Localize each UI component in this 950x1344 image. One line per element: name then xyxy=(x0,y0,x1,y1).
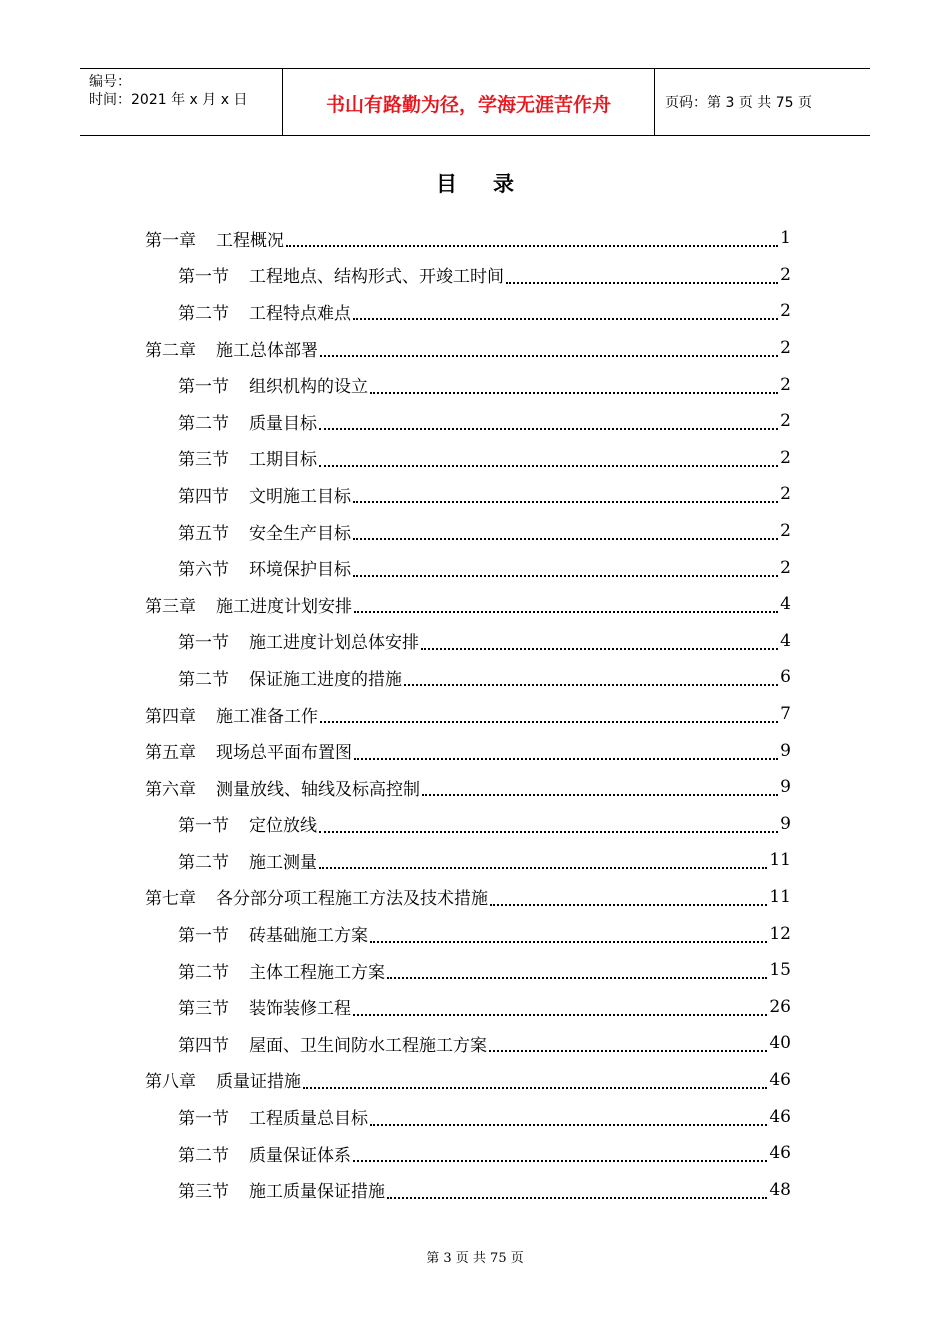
toc-entry-text: 质量保证体系 xyxy=(249,1145,351,1166)
toc-entry-text: 定位放线 xyxy=(249,816,317,837)
toc-entry-section[interactable] xyxy=(0,513,950,550)
toc-entry-section[interactable] xyxy=(0,623,950,660)
toc-entry-number: 第二节 xyxy=(178,1145,229,1166)
toc-entry-number: 第一节 xyxy=(178,1109,229,1130)
toc-entry-number: 第二节 xyxy=(178,303,229,324)
header-page-code: 页码：第 3 页 共 75 页 xyxy=(665,95,812,111)
toc-entry-label xyxy=(145,884,488,909)
toc-leader-dots xyxy=(489,1050,767,1052)
toc-entry-label xyxy=(178,482,351,507)
toc-title: 目录 xyxy=(436,172,550,196)
toc-leader-dots xyxy=(353,1014,767,1016)
toc-entry-label xyxy=(178,1177,385,1202)
toc-entry-number: 第二节 xyxy=(178,962,229,983)
toc-entry-number: 第四章 xyxy=(145,706,196,727)
toc-leader-dots xyxy=(404,684,778,686)
toc-entry-label xyxy=(145,775,420,800)
toc-entry-page: 7 xyxy=(780,704,791,725)
toc-entry-number: 第一节 xyxy=(178,267,229,288)
toc-leader-dots xyxy=(387,1197,767,1199)
toc-entry-section[interactable] xyxy=(0,659,950,696)
toc-leader-dots xyxy=(303,1087,767,1089)
toc-entry-label xyxy=(178,519,351,544)
toc-entry-number: 第二节 xyxy=(178,413,229,434)
toc-entry-label xyxy=(178,409,317,434)
toc-entry-section[interactable] xyxy=(0,806,950,843)
toc-entry-section[interactable] xyxy=(0,915,950,952)
toc-leader-dots xyxy=(353,501,778,503)
toc-leader-dots xyxy=(286,245,778,247)
toc-entry-number: 第八章 xyxy=(145,1072,196,1093)
toc-entry-page: 4 xyxy=(780,594,791,615)
toc-entry-label xyxy=(178,299,351,324)
header-motto: 书山有路勤为径，学海无涯苦作舟 xyxy=(283,69,655,135)
toc-entry-section[interactable] xyxy=(0,476,950,513)
toc-entry-number: 第七章 xyxy=(145,889,196,910)
toc-leader-dots xyxy=(319,428,778,430)
toc-entry-label xyxy=(145,336,318,361)
toc-entry-label xyxy=(145,1067,301,1092)
toc-entry-text: 工程质量总目标 xyxy=(249,1109,368,1130)
toc-entry-text: 各分部分项工程施工方法及技术措施 xyxy=(216,889,488,910)
toc-entry-number: 第五章 xyxy=(145,743,196,764)
toc-entry-number: 第一节 xyxy=(178,816,229,837)
toc-entry-section[interactable] xyxy=(0,842,950,879)
toc-entry-chapter[interactable] xyxy=(0,879,950,916)
toc-leader-dots xyxy=(353,318,778,320)
toc-entry-label xyxy=(145,226,284,251)
toc-entry-label xyxy=(145,592,352,617)
toc-leader-dots xyxy=(421,648,778,650)
toc-entry-section[interactable] xyxy=(0,1025,950,1062)
toc-entry-page: 9 xyxy=(780,777,791,798)
page-header xyxy=(80,68,870,136)
toc-entry-chapter[interactable] xyxy=(0,696,950,733)
toc-leader-dots xyxy=(370,1124,767,1126)
toc-entry-text: 组织机构的设立 xyxy=(249,377,368,398)
toc-entry-text: 现场总平面布置图 xyxy=(216,743,352,764)
toc-leader-dots xyxy=(506,282,778,284)
page-footer: 第 3 页 共 75 页 xyxy=(426,1251,524,1266)
toc-entry-text: 屋面、卫生间防水工程施工方案 xyxy=(249,1035,487,1056)
toc-entry-text: 主体工程施工方案 xyxy=(249,962,385,983)
toc-entry-page: 15 xyxy=(769,960,791,981)
toc-entry-number: 第一节 xyxy=(178,633,229,654)
toc-entry-page: 2 xyxy=(780,484,791,505)
toc-entry-number: 第三节 xyxy=(178,450,229,471)
toc-entry-text: 文明施工目标 xyxy=(249,486,351,507)
toc-entry-page: 48 xyxy=(769,1179,791,1200)
toc-entry-text: 施工总体部署 xyxy=(216,340,318,361)
toc-entry-page: 9 xyxy=(780,740,791,761)
toc-entry-page: 9 xyxy=(780,813,791,834)
toc-entry-page: 26 xyxy=(769,996,791,1017)
toc-entry-label xyxy=(178,262,504,287)
toc-entry-chapter[interactable] xyxy=(0,330,950,367)
document-number-label: 编号： xyxy=(89,74,131,90)
toc-entry-label xyxy=(178,921,368,946)
toc-entry-page: 2 xyxy=(780,374,791,395)
toc-entry-label xyxy=(145,702,318,727)
toc-entry-label xyxy=(178,811,317,836)
toc-entry-page: 2 xyxy=(780,264,791,285)
toc-entry-page: 2 xyxy=(780,301,791,322)
toc-entry-text: 安全生产目标 xyxy=(249,523,351,544)
toc-entry-label xyxy=(178,1104,368,1129)
toc-entry-number: 第三节 xyxy=(178,1182,229,1203)
toc-entry-text: 保证施工进度的措施 xyxy=(249,669,402,690)
toc-entry-label xyxy=(178,1031,487,1056)
toc-entry-number: 第五节 xyxy=(178,523,229,544)
toc-entry-section[interactable] xyxy=(0,440,950,477)
toc-entry-text: 施工准备工作 xyxy=(216,706,318,727)
table-of-contents xyxy=(0,220,950,1208)
toc-entry-page: 46 xyxy=(769,1069,791,1090)
toc-entry-number: 第六章 xyxy=(145,779,196,800)
toc-leader-dots xyxy=(353,538,778,540)
toc-entry-page: 40 xyxy=(769,1033,791,1054)
toc-leader-dots xyxy=(422,794,778,796)
toc-entry-section[interactable] xyxy=(0,1171,950,1208)
toc-entry-text: 施工进度计划总体安排 xyxy=(249,633,419,654)
toc-leader-dots xyxy=(354,758,778,760)
toc-entry-section[interactable] xyxy=(0,257,950,294)
toc-leader-dots xyxy=(370,392,778,394)
toc-entry-label xyxy=(178,848,317,873)
toc-entry-label xyxy=(178,958,385,983)
toc-entry-label xyxy=(178,555,351,580)
toc-leader-dots xyxy=(353,575,778,577)
toc-leader-dots xyxy=(353,1160,767,1162)
document-date-label: 时间：2021 年 x 月 x 日 xyxy=(89,92,248,108)
toc-leader-dots xyxy=(319,831,778,833)
toc-entry-number: 第一节 xyxy=(178,377,229,398)
toc-entry-label xyxy=(178,445,317,470)
toc-entry-chapter[interactable] xyxy=(0,1062,950,1099)
toc-entry-page: 2 xyxy=(780,338,791,359)
toc-entry-number: 第三章 xyxy=(145,596,196,617)
toc-entry-number: 第六节 xyxy=(178,560,229,581)
toc-entry-chapter[interactable] xyxy=(0,732,950,769)
toc-entry-text: 工程地点、结构形式、开竣工时间 xyxy=(249,267,504,288)
toc-entry-text: 施工进度计划安排 xyxy=(216,596,352,617)
toc-entry-section[interactable] xyxy=(0,403,950,440)
toc-entry-section[interactable] xyxy=(0,293,950,330)
toc-entry-number: 第四节 xyxy=(178,486,229,507)
toc-entry-text: 质量目标 xyxy=(249,413,317,434)
toc-entry-page: 11 xyxy=(769,886,791,907)
toc-entry-page: 12 xyxy=(769,923,791,944)
toc-entry-label xyxy=(178,665,402,690)
toc-entry-page: 2 xyxy=(780,557,791,578)
toc-entry-page: 1 xyxy=(780,228,791,249)
toc-leader-dots xyxy=(387,977,767,979)
toc-leader-dots xyxy=(354,611,778,613)
toc-entry-section[interactable] xyxy=(0,1098,950,1135)
toc-entry-text: 工期目标 xyxy=(249,450,317,471)
toc-entry-chapter[interactable] xyxy=(0,769,950,806)
toc-entry-label xyxy=(178,1141,351,1166)
toc-entry-number: 第四节 xyxy=(178,1035,229,1056)
toc-entry-text: 装饰装修工程 xyxy=(249,999,351,1020)
toc-leader-dots xyxy=(319,465,778,467)
toc-entry-label xyxy=(145,738,352,763)
toc-entry-number: 第二节 xyxy=(178,852,229,873)
toc-entry-text: 施工质量保证措施 xyxy=(249,1182,385,1203)
toc-entry-page: 2 xyxy=(780,411,791,432)
header-meta xyxy=(80,69,283,135)
toc-entry-page: 6 xyxy=(780,667,791,688)
toc-entry-page: 4 xyxy=(780,630,791,651)
toc-entry-text: 施工测量 xyxy=(249,852,317,873)
toc-entry-label xyxy=(178,628,419,653)
toc-leader-dots xyxy=(490,904,767,906)
toc-entry-page: 2 xyxy=(780,521,791,542)
toc-entry-section[interactable] xyxy=(0,549,950,586)
toc-leader-dots xyxy=(319,867,767,869)
toc-leader-dots xyxy=(320,355,778,357)
toc-entry-text: 工程特点难点 xyxy=(249,303,351,324)
toc-entry-section[interactable] xyxy=(0,988,950,1025)
toc-entry-number: 第三节 xyxy=(178,999,229,1020)
toc-entry-chapter[interactable] xyxy=(0,586,950,623)
toc-entry-page: 46 xyxy=(769,1143,791,1164)
toc-entry-page: 46 xyxy=(769,1106,791,1127)
toc-leader-dots xyxy=(320,721,778,723)
toc-entry-number: 第二节 xyxy=(178,669,229,690)
toc-entry-label xyxy=(178,994,351,1019)
toc-entry-text: 砖基础施工方案 xyxy=(249,926,368,947)
toc-entry-label xyxy=(178,372,368,397)
toc-entry-section[interactable] xyxy=(0,952,950,989)
toc-entry-number: 第一章 xyxy=(145,230,196,251)
toc-entry-number: 第一节 xyxy=(178,926,229,947)
toc-entry-text: 测量放线、轴线及标高控制 xyxy=(216,779,420,800)
toc-entry-chapter[interactable] xyxy=(0,220,950,257)
toc-entry-section[interactable] xyxy=(0,1135,950,1172)
toc-entry-text: 质量证措施 xyxy=(216,1072,301,1093)
toc-entry-page: 2 xyxy=(780,447,791,468)
toc-entry-number: 第二章 xyxy=(145,340,196,361)
toc-entry-section[interactable] xyxy=(0,366,950,403)
toc-entry-page: 11 xyxy=(769,850,791,871)
toc-entry-text: 工程概况 xyxy=(216,230,284,251)
toc-leader-dots xyxy=(370,941,767,943)
toc-entry-text: 环境保护目标 xyxy=(249,560,351,581)
